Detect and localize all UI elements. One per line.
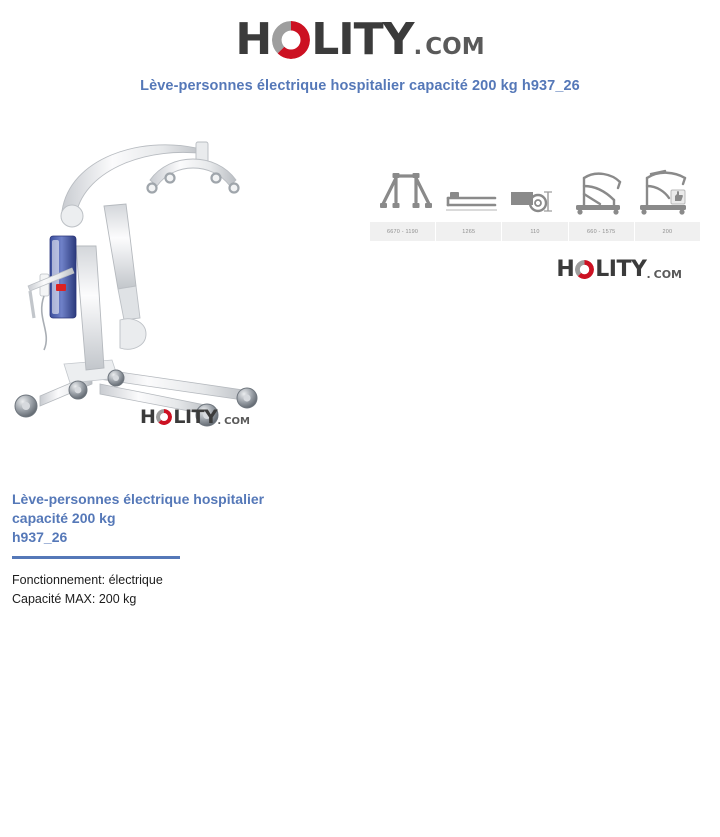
product-image-watermark (140, 406, 250, 428)
logo-letter-h: H (235, 14, 272, 65)
product-image[interactable] (0, 106, 360, 456)
logo-letters-lity: LITY (595, 257, 647, 282)
specification-panel (370, 146, 700, 282)
lift-height-range-icon (567, 146, 631, 216)
site-logo[interactable] (235, 14, 485, 65)
product-description (12, 490, 432, 609)
specification-value-row (370, 222, 700, 241)
product-code: h937_26 (12, 528, 68, 545)
spec-value-lift-range: 660 - 1575 (569, 222, 635, 241)
logo-dot: . (413, 34, 423, 60)
load-capacity-icon (632, 146, 696, 216)
spec-panel-watermark (370, 257, 700, 282)
site-header (0, 0, 720, 65)
legs-front-view-icon (374, 146, 438, 216)
holity-circle-mark-icon (575, 260, 594, 279)
caster-wheel-icon (503, 146, 567, 216)
holity-circle-mark-icon (272, 21, 310, 59)
holity-circle-mark-icon (156, 409, 172, 425)
media-area (0, 106, 720, 456)
logo-letters-lity: LITY (311, 14, 414, 65)
product-title-line-2: capacité 200 kg (12, 509, 116, 526)
logo-letters-lity: LITY (173, 406, 218, 428)
logo-tld: COM (224, 416, 250, 427)
base-top-view-icon (438, 146, 502, 216)
logo-dot: . (646, 268, 651, 281)
product-title-line-1: Lève-personnes électrique hospitalier (12, 491, 265, 507)
spec-line-max-capacity: Capacité MAX: 200 kg (12, 592, 137, 607)
logo-tld: COM (653, 268, 682, 281)
page-title: Lève-personnes électrique hospitalier capacité 200 kg h937_26 (140, 78, 580, 94)
logo-tld: COM (425, 34, 485, 60)
specification-icon-row (370, 146, 700, 216)
logo-dot: . (217, 416, 222, 427)
spec-value-caster-diameter: 110 (502, 222, 568, 241)
spec-value-base-length: 1265 (436, 222, 502, 241)
spec-value-capacity: 200 (662, 228, 673, 235)
logo-letter-h: H (556, 257, 575, 282)
product-description-title (12, 490, 312, 528)
title-underline-rule (12, 556, 180, 559)
spec-value-leg-width: 6670 - 1190 (370, 222, 436, 241)
logo-letter-h: H (140, 406, 156, 428)
spec-line-operation: Fonctionnement: électrique (12, 572, 163, 587)
